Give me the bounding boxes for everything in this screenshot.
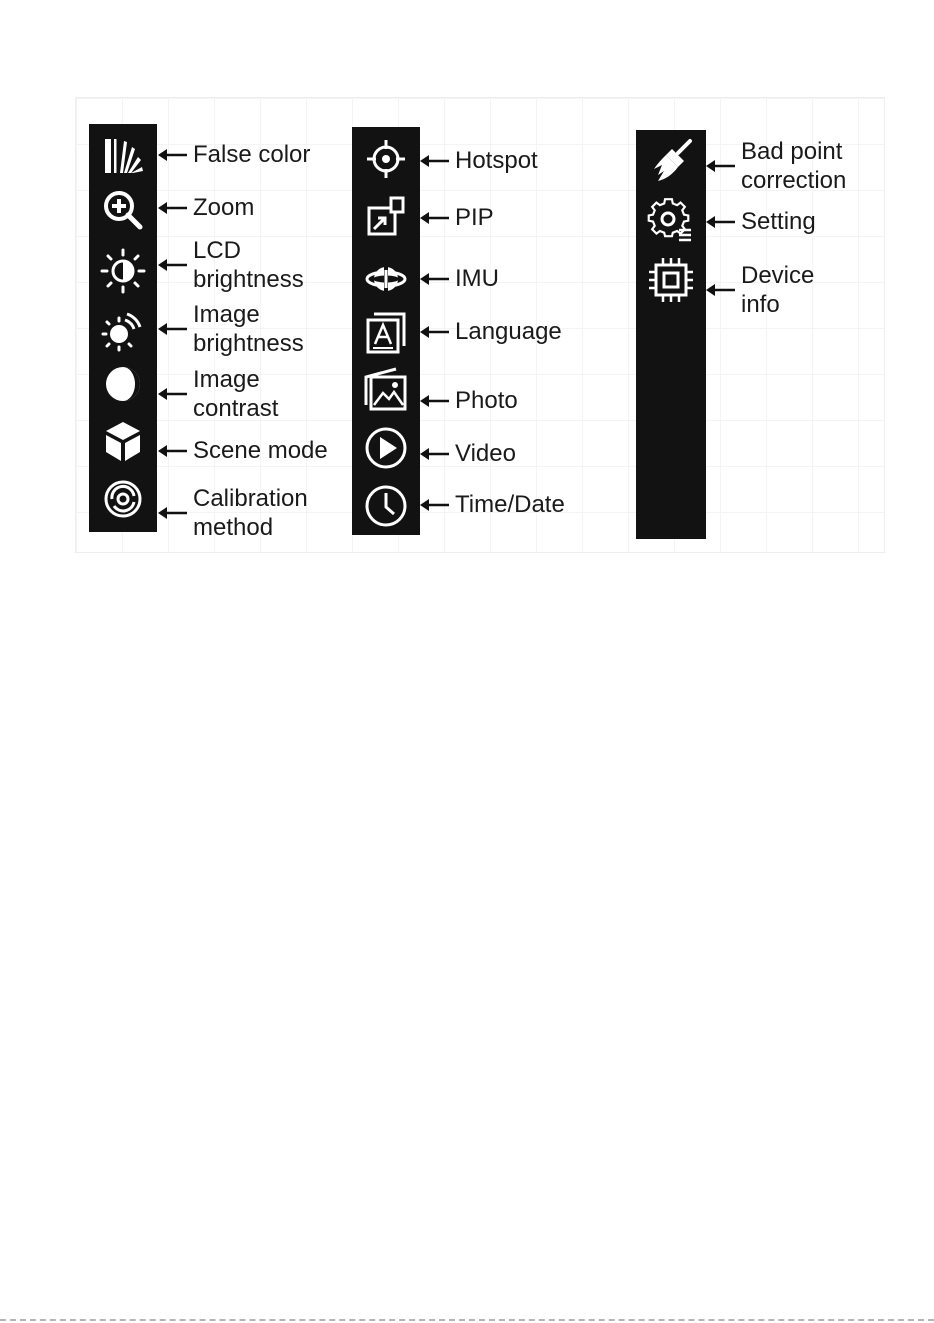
callout-imu (420, 264, 499, 293)
label-language: Language (455, 318, 562, 345)
zoom-in-icon (95, 182, 151, 238)
callout-scene-mode (158, 436, 328, 465)
label-lcd-brightness: LCD brightness (193, 237, 304, 293)
scene-mode-icon (95, 413, 151, 469)
callout-setting (706, 207, 816, 236)
language-icon (358, 305, 414, 361)
callout-pip (420, 203, 494, 232)
label-imu: IMU (455, 265, 499, 292)
arrow-icon (420, 394, 450, 408)
setting-icon (643, 193, 699, 249)
callout-image-brightness (158, 300, 304, 358)
bad-point-correction-icon (643, 132, 699, 188)
label-pip: PIP (455, 204, 494, 231)
callout-video (420, 439, 516, 468)
arrow-icon (158, 148, 188, 162)
arrow-icon (420, 272, 450, 286)
device-info-icon (643, 252, 699, 308)
callout-photo (420, 386, 518, 415)
label-scene-mode: Scene mode (193, 437, 328, 464)
label-image-contrast: Image contrast (193, 366, 279, 422)
callout-hotspot (420, 146, 538, 175)
arrow-icon (420, 498, 450, 512)
label-zoom: Zoom (193, 194, 255, 221)
arrow-icon (158, 322, 188, 336)
label-calibration-method: Calibration method (193, 485, 308, 541)
calibration-method-icon (95, 471, 151, 527)
callout-false-color (158, 140, 310, 169)
callout-zoom (158, 193, 254, 222)
arrow-icon (706, 215, 736, 229)
label-image-brightness: Image brightness (193, 301, 304, 357)
label-video: Video (455, 440, 516, 467)
label-setting: Setting (741, 208, 816, 235)
arrow-icon (420, 325, 450, 339)
hotspot-icon (358, 131, 414, 187)
image-contrast-icon (95, 356, 151, 412)
arrow-icon (158, 387, 188, 401)
callout-lcd-brightness (158, 236, 304, 294)
arrow-icon (706, 283, 736, 297)
callout-language (420, 317, 562, 346)
false-color-icon (95, 128, 151, 184)
callout-device-info (706, 261, 814, 319)
label-false-color: False color (193, 141, 311, 168)
arrow-icon (420, 211, 450, 225)
callout-calibration-method (158, 484, 308, 542)
page-bottom-divider (0, 1319, 934, 1321)
label-photo: Photo (455, 387, 518, 414)
pip-icon (358, 189, 414, 245)
arrow-icon (158, 444, 188, 458)
arrow-icon (158, 506, 188, 520)
label-device-info: Device info (741, 262, 815, 318)
label-hotspot: Hotspot (455, 147, 538, 174)
callout-bad-point-correction (706, 137, 846, 195)
menu-bar-column-3 (636, 130, 706, 539)
image-brightness-icon (95, 303, 151, 359)
arrow-icon (158, 258, 188, 272)
label-time-date: Time/Date (455, 491, 565, 518)
label-bad-point-correction: Bad point correction (741, 138, 847, 194)
lcd-brightness-icon (95, 243, 151, 299)
arrow-icon (158, 201, 188, 215)
video-icon (358, 420, 414, 476)
time-date-icon (358, 478, 414, 534)
callout-image-contrast (158, 365, 278, 423)
photo-icon (358, 362, 414, 418)
callout-time-date (420, 490, 565, 519)
arrow-icon (706, 159, 736, 173)
imu-icon (358, 251, 414, 307)
menu-diagram (75, 97, 885, 553)
arrow-icon (420, 447, 450, 461)
arrow-icon (420, 154, 450, 168)
